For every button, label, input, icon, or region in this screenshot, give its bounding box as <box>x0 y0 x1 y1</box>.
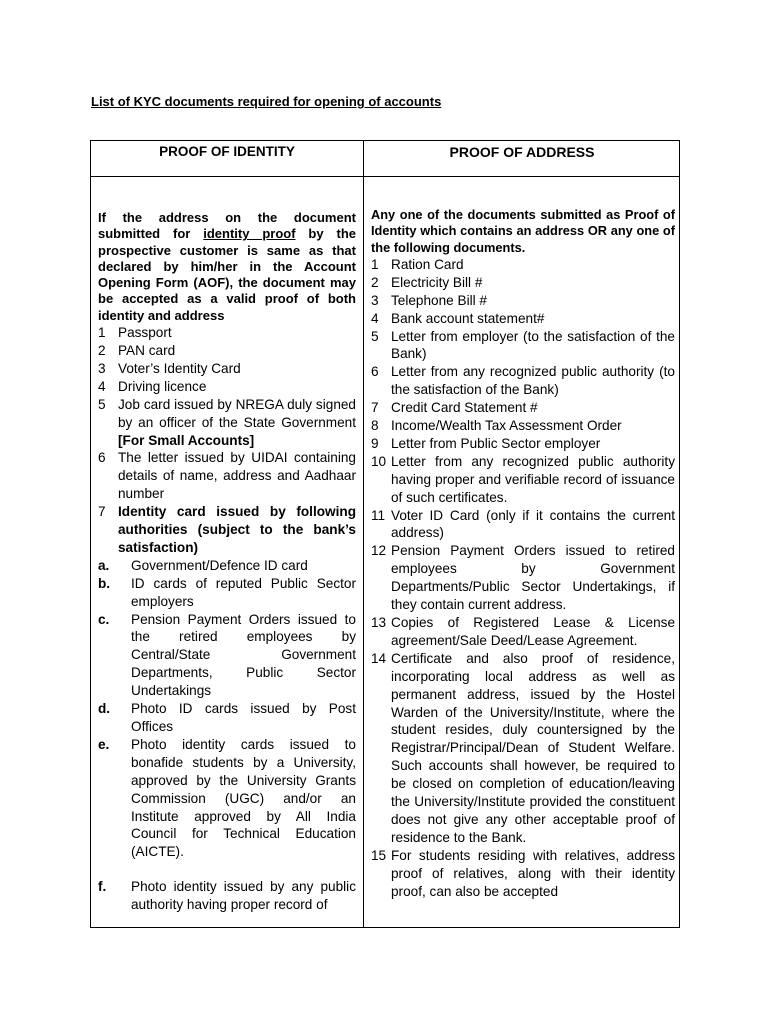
identity-intro-part-3: by the prospective customer is same as that declared by him/her in the Account Opening Form (AOF), the document may be accepted as a valid proof of both identity and address <box>98 226 356 323</box>
list-item <box>371 507 675 543</box>
item-text: The letter issued by UIDAI containing details of name, address and Aadhaar number <box>118 450 356 502</box>
item-number: 5 <box>98 396 106 412</box>
item-text: Bank account statement# <box>391 310 545 326</box>
list-item <box>98 360 356 378</box>
column-divider <box>363 141 364 927</box>
item-number: 15 <box>371 847 387 863</box>
list-item <box>371 328 675 364</box>
item-text <box>118 396 356 450</box>
list-item <box>371 847 675 901</box>
sub-list-item <box>98 611 356 701</box>
sub-item-text: Photo ID cards issued by Post Offices <box>131 701 356 735</box>
list-item <box>371 363 675 399</box>
item-text: Pension Payment Orders issued to retired employees by Government Departments/Public Sector Undertakings, if they contain current address. <box>391 543 675 613</box>
address-intro-paragraph: Any one of the documents submitted as Proof of Identity which contains an address OR any one of the following documents. <box>371 207 675 255</box>
list-item <box>98 342 356 360</box>
item-text: Letter from Public Sector employer <box>391 435 601 451</box>
item-text: Identity card issued by following authorities (subject to the bank’s satisfaction) <box>118 504 356 555</box>
item-number: 9 <box>371 435 379 451</box>
proof-of-address-cell <box>371 177 675 927</box>
item-text: Telephone Bill # <box>391 292 487 308</box>
sub-item-letter: c. <box>98 611 110 627</box>
item-text: Certificate and also proof of residence, incorporating local address as well as permanent address, issued by the Hostel Warden of the University/Institute, where the student resides, duly countersigned by the Registrar/Principal/Dean of Student Welfare. Such accounts shall however, be required to be closed on completion of education/leaving the University/Institute provided the constituent does not give any other acceptable proof of residence to the Bank. <box>391 650 675 845</box>
sub-item-letter: e. <box>98 736 110 752</box>
item-text: Credit Card Statement # <box>391 400 538 416</box>
sub-item-letter: a. <box>98 557 110 573</box>
identity-intro-part-1: If the address on the document submitted for <box>98 210 356 242</box>
item-number: 6 <box>371 364 379 380</box>
page-title: List of KYC documents required for opening of accounts <box>91 94 442 109</box>
list-item <box>371 650 675 847</box>
item-number: 3 <box>371 292 379 308</box>
address-document-list <box>371 256 675 901</box>
sub-item-letter: f. <box>98 879 107 895</box>
list-item <box>371 256 675 274</box>
item-text: Letter from any recognized public authority (to the satisfaction of the Bank) <box>391 364 675 398</box>
item-text: PAN card <box>118 342 176 358</box>
list-item <box>371 310 675 328</box>
item-text: Letter from employer (to the satisfaction of the Bank) <box>391 328 675 362</box>
item-number: 2 <box>371 274 379 290</box>
list-item <box>98 396 356 450</box>
list-item <box>371 417 675 435</box>
item-number: 7 <box>371 400 379 416</box>
sub-item-text: Pension Payment Orders issued to the retired employees by Central/State Government Departments, Public Sector Undertakings <box>131 611 356 699</box>
item-number: 2 <box>98 342 106 358</box>
item-number: 4 <box>98 378 106 394</box>
item-text: Ration Card <box>391 256 464 272</box>
item-number: 1 <box>98 325 106 341</box>
sub-item-text: Photo identity cards issued to bonafide students by a University, approved by the University Grants Commission (UGC) and/or an Institute approved by All India Council for Technical Education (AICTE). <box>131 736 356 860</box>
list-item <box>371 274 675 292</box>
item-text: Letter from any recognized public authority having proper and verifiable record of issuance of such certificates. <box>391 453 675 505</box>
item-number: 13 <box>371 615 387 631</box>
proof-of-identity-header: PROOF OF IDENTITY <box>159 144 295 159</box>
sub-list-item <box>98 575 356 611</box>
sub-item-letter: b. <box>98 575 111 591</box>
identity-intro-paragraph <box>98 210 356 324</box>
item-text: Voter’s Identity Card <box>118 360 241 376</box>
sub-list-item <box>98 736 356 861</box>
item-number: 8 <box>371 418 379 434</box>
sub-list-item <box>98 700 356 736</box>
sub-list-item <box>98 878 356 914</box>
proof-of-identity-cell <box>98 177 356 927</box>
list-item <box>371 292 675 310</box>
list-item <box>98 378 356 396</box>
item-number: 14 <box>371 650 387 666</box>
sub-item-letter: d. <box>98 701 111 717</box>
item-text: Voter ID Card (only if it contains the current address) <box>391 507 675 541</box>
list-item <box>98 324 356 342</box>
item-text: Electricity Bill # <box>391 274 483 290</box>
item-number: 3 <box>98 360 106 376</box>
sub-item-text: ID cards of reputed Public Sector employers <box>131 575 356 609</box>
list-item <box>371 435 675 453</box>
identity-document-list <box>98 324 356 557</box>
list-item <box>98 503 356 557</box>
identity-intro-underlined: identity proof <box>203 226 296 242</box>
kyc-documents-table <box>90 140 680 928</box>
item-text: Passport <box>118 325 172 341</box>
item-text-main: Job card issued by NREGA duly signed by an officer of the State Government <box>118 396 356 430</box>
item-text: For students residing with relatives, address proof of relatives, along with their identity proof, can also be accepted <box>391 847 675 899</box>
list-item <box>371 542 675 614</box>
item-number: 6 <box>98 450 106 466</box>
sub-item-text: Government/Defence ID card <box>131 557 308 573</box>
item-number: 1 <box>371 256 379 272</box>
list-item <box>371 614 675 650</box>
item-number: 11 <box>371 507 386 523</box>
item-number: 4 <box>371 310 379 326</box>
sub-list-item <box>98 557 356 575</box>
item-number: 7 <box>98 504 106 520</box>
proof-of-address-header: PROOF OF ADDRESS <box>449 144 595 160</box>
list-item <box>98 449 356 503</box>
item-text: Copies of Registered Lease & License agreement/Sale Deed/Lease Agreement. <box>391 615 675 648</box>
item-number: 12 <box>371 543 387 559</box>
list-item <box>371 399 675 417</box>
small-accounts-note: [For Small Accounts] <box>118 432 255 448</box>
item-text: Driving licence <box>118 378 207 394</box>
item-text: Income/Wealth Tax Assessment Order <box>391 418 622 434</box>
sub-item-text: Photo identity issued by any public authority having proper record of <box>131 879 356 913</box>
item-number: 5 <box>371 328 379 344</box>
item-number: 10 <box>371 453 387 469</box>
list-item <box>371 453 675 507</box>
